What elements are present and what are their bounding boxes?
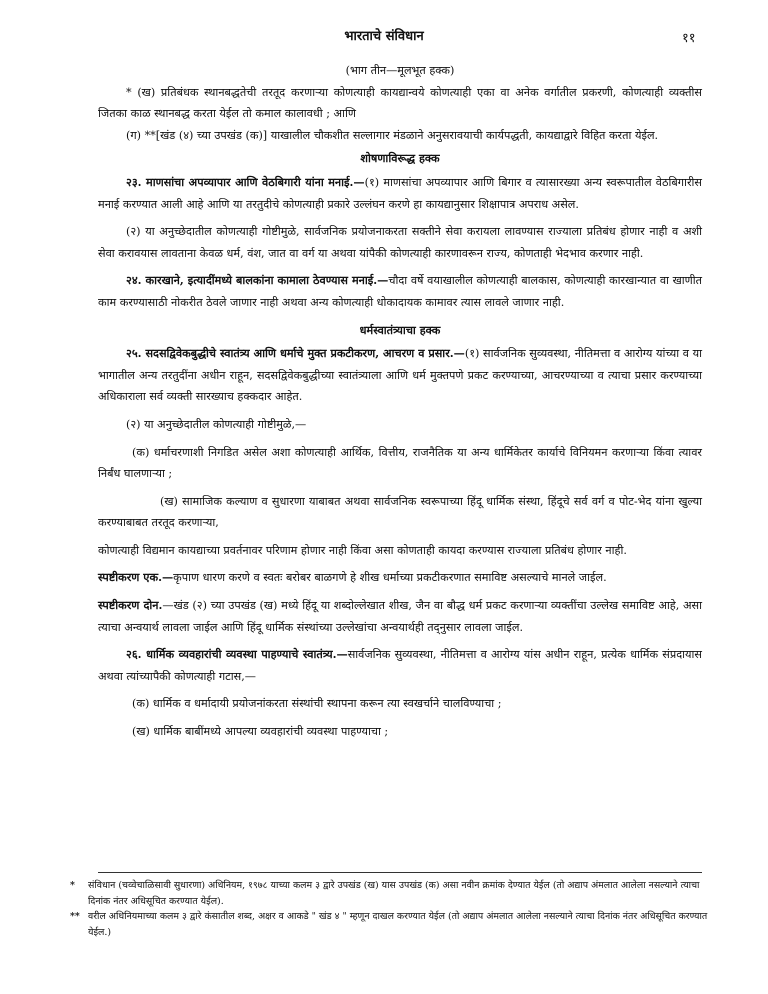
footnote (70, 878, 710, 909)
article-25-clause-2-intro: (२) या अनुच्छेदातील कोणत्याही गोष्टीमुळे,— (126, 417, 307, 431)
section-heading-exploitation: शोषणाविरूद्ध हक्क (360, 151, 440, 166)
article-25-explanation-1 (98, 567, 702, 589)
footnote-mark: ** (70, 911, 80, 923)
article-23-clause-1 (98, 172, 702, 215)
explanation-2-label: स्पष्टीकरण दोन. (98, 598, 163, 613)
article-26-kha: (ख) धार्मिक बाबींमध्ये आपल्या व्यवहारांची व्यवस्था पाहण्याचा ; (132, 725, 389, 739)
explanation-1-label: स्पष्टीकरण एक.— (98, 570, 174, 585)
section-heading-religion: धर्मस्वातंत्र्याचा हक्क (359, 322, 441, 337)
footnote-divider (98, 872, 702, 873)
article-24-title: २४. कारखाने, इत्यादींमध्ये बालकांना कामाला ठेवण्यास मनाई.— (126, 273, 389, 288)
explanation-2-text: —खंड (२) च्या उपखंड (ख) मध्ये हिंदू या शब्दोल्लेखात शीख, जैन वा बौद्ध धर्म प्रकट करणाऱ्या व्यक्तींचा उल्लेख समाविष्ट आहे, असा त्याचा अन्वयार्थ लावला जाईल आणि हिंदू धार्मिक संस्थांच्या उल्लेखांचा अन्वयार्थही तद्नुसार लावला जाईल. (98, 599, 703, 634)
article-26-ka: (क) धार्मिक व धर्मादायी प्रयोजनांकरता संस्थांची स्थापना करून त्या स्वखर्चाने चालविण्याचा ; (132, 697, 502, 711)
footnote-mark: * (70, 880, 75, 891)
article-25-clause-2-kha: (ख) सामाजिक कल्याण व सुधारणा याबाबत अथवा सार्वजनिक स्वरूपाच्या हिंदू धार्मिक संस्था, हिंदूचे सर्व वर्ग व पोट-भेद यांना खुल्या करण्याबाबत तरतूद करणाऱ्या, (98, 494, 702, 530)
article-25-explanation-2 (98, 595, 702, 638)
clause-ga: (ग) **[खंड (४) च्या उपखंड (क)] याखालील चौकशीत सल्लागार मंडळाने अनुसरावयाची कार्यपद्धती, कायद्याद्वारे विहित करता येईल. (126, 128, 659, 142)
article-23-clause-2: (२) या अनुच्छेदातील कोणत्याही गोष्टीमुळे, सार्वजनिक प्रयोजनाकरता सक्तीने सेवा करायला लावण्यास राज्याला प्रतिबंध होणार नाही व अशी सेवा करावयास लावताना केवळ धर्म, वंश, जात वा वर्ग या अथवा यांपैकी कोणत्याही कारणावरून राज्य, कोणताही भेदभाव करणार नाही. (98, 225, 702, 260)
article-24-text: चौदा वर्षे वयाखालील कोणत्याही बालकास, कोणत्याही कारखान्यात वा खाणीत काम करण्यासाठी नोकरीत ठेवले जाणार नाही अथवा अन्य कोणत्याही धोकादायक कामावर त्यास लावले जाणार नाही. (98, 274, 702, 309)
article-25-clause-1-text: (१) सार्वजनिक सुव्यवस्था, नीतिमत्ता व आरोग्य यांच्या व या भागातील अन्य तरतुदींना अधीन राहून, सदसद्विवेकबुद्धीच्या स्वातंत्र्याला आणि धर्म मुक्तपणे प्रकट करण्याच्या, आचरण्याच्या व त्याचा प्रसार करण्याच्या अधिकाराला सर्व व्यक्ती सारख्याच हक्कदार आहेत. (98, 347, 702, 404)
article-26-title: २६. धार्मिक व्यवहारांची व्यवस्था पाहण्याचे स्वातंत्र्य.— (126, 647, 348, 662)
article-26 (98, 644, 702, 687)
footnotes (70, 878, 710, 940)
page-number: ११ (682, 31, 696, 46)
article-23-title: २३. माणसांचा अपव्यापार आणि वेठबिगारी यांना मनाई.— (126, 174, 365, 189)
part-line: (भाग तीन—मूलभूत हक्क) (345, 64, 455, 77)
footnote-text: वरील अधिनियमाच्या कलम ३ द्वारे कंसातील शब्द, अक्षर व आकडे " खंड ४ " म्हणून दाखल करण्यात येईल (तो अद्याप अंमलात आलेला नसल्याने त्याचा दिनांक नंतर अधिसूचित करण्यात येईल.) (88, 911, 708, 938)
article-26-text: सार्वजनिक सुव्यवस्था, नीतिमत्ता व आरोग्य यांस अधीन राहून, प्रत्येक धार्मिक संप्रदायास अथवा त्यांच्यापैकी कोणत्याही गटास,— (98, 648, 702, 683)
running-title: भारताचे संविधान (344, 29, 424, 44)
article-25-clause-2-ka: (क) धर्माचरणाशी निगडित असेल अशा कोणत्याही आर्थिक, वित्तीय, राजनैतिक या अन्य धार्मिकेतर कार्याचे विनियमन करणाऱ्या किंवा त्यावर निर्बंध घालणाऱ्या ; (98, 445, 702, 481)
clause-kha: * (ख) प्रतिबंधक स्थानबद्धतेची तरतूद करणाऱ्या कोणत्याही कायद्यान्वये कोणत्याही एका वा अनेक वर्गातील प्रकरणी, कोणत्याही व्यक्तीस जितका काळ स्थानबद्ध करता येईल तो कमाल कालावधी ; आणि (98, 85, 702, 121)
article-24 (98, 270, 702, 313)
explanation-1-text: कृपाण धारण करणे व स्वतः बरोबर बाळगणे हे शीख धर्माच्या प्रकटीकरणात समाविष्ट असल्याचे मानले जाईल. (173, 571, 607, 585)
footnote-text: संविधान (चव्वेचाळिसावी सुधारणा) अधिनियम, १९७८ याच्या कलम ३ द्वारे उपखंड (ख) यास उपखंड (क) असा नवीन क्रमांक देण्यात येईल (तो अद्याप अंमलात आलेला नसल्याने त्याचा दिनांक नंतर अधिसूचित करण्यात येईल). (88, 880, 700, 907)
page-content (98, 60, 702, 743)
footnote (70, 909, 710, 940)
article-25-clause-1 (98, 343, 702, 408)
article-23-clause-1-text: (१) माणसांचा अपव्यापार आणि बिगार व त्यासारख्या अन्य स्वरूपातील वेठबिगारीस मनाई करण्यात आली आहे आणि या तरतुदीचे कोणत्याही प्रकारे उल्लंघन करणे हा कायद्यानुसार शिक्षापात्र अपराध असेल. (98, 175, 702, 211)
article-25-title: २५. सदसद्विवेकबुद्धीचे स्वातंत्र्य आणि धर्माचे मुक्त प्रकटीकरण, आचरण व प्रसार.— (126, 346, 465, 361)
article-25-clause-2-close: कोणत्याही विद्यमान कायद्याच्या प्रवर्तनावर परिणाम होणार नाही किंवा असा कोणताही कायदा करण्यास राज्याला प्रतिबंध होणार नाही. (98, 543, 627, 557)
